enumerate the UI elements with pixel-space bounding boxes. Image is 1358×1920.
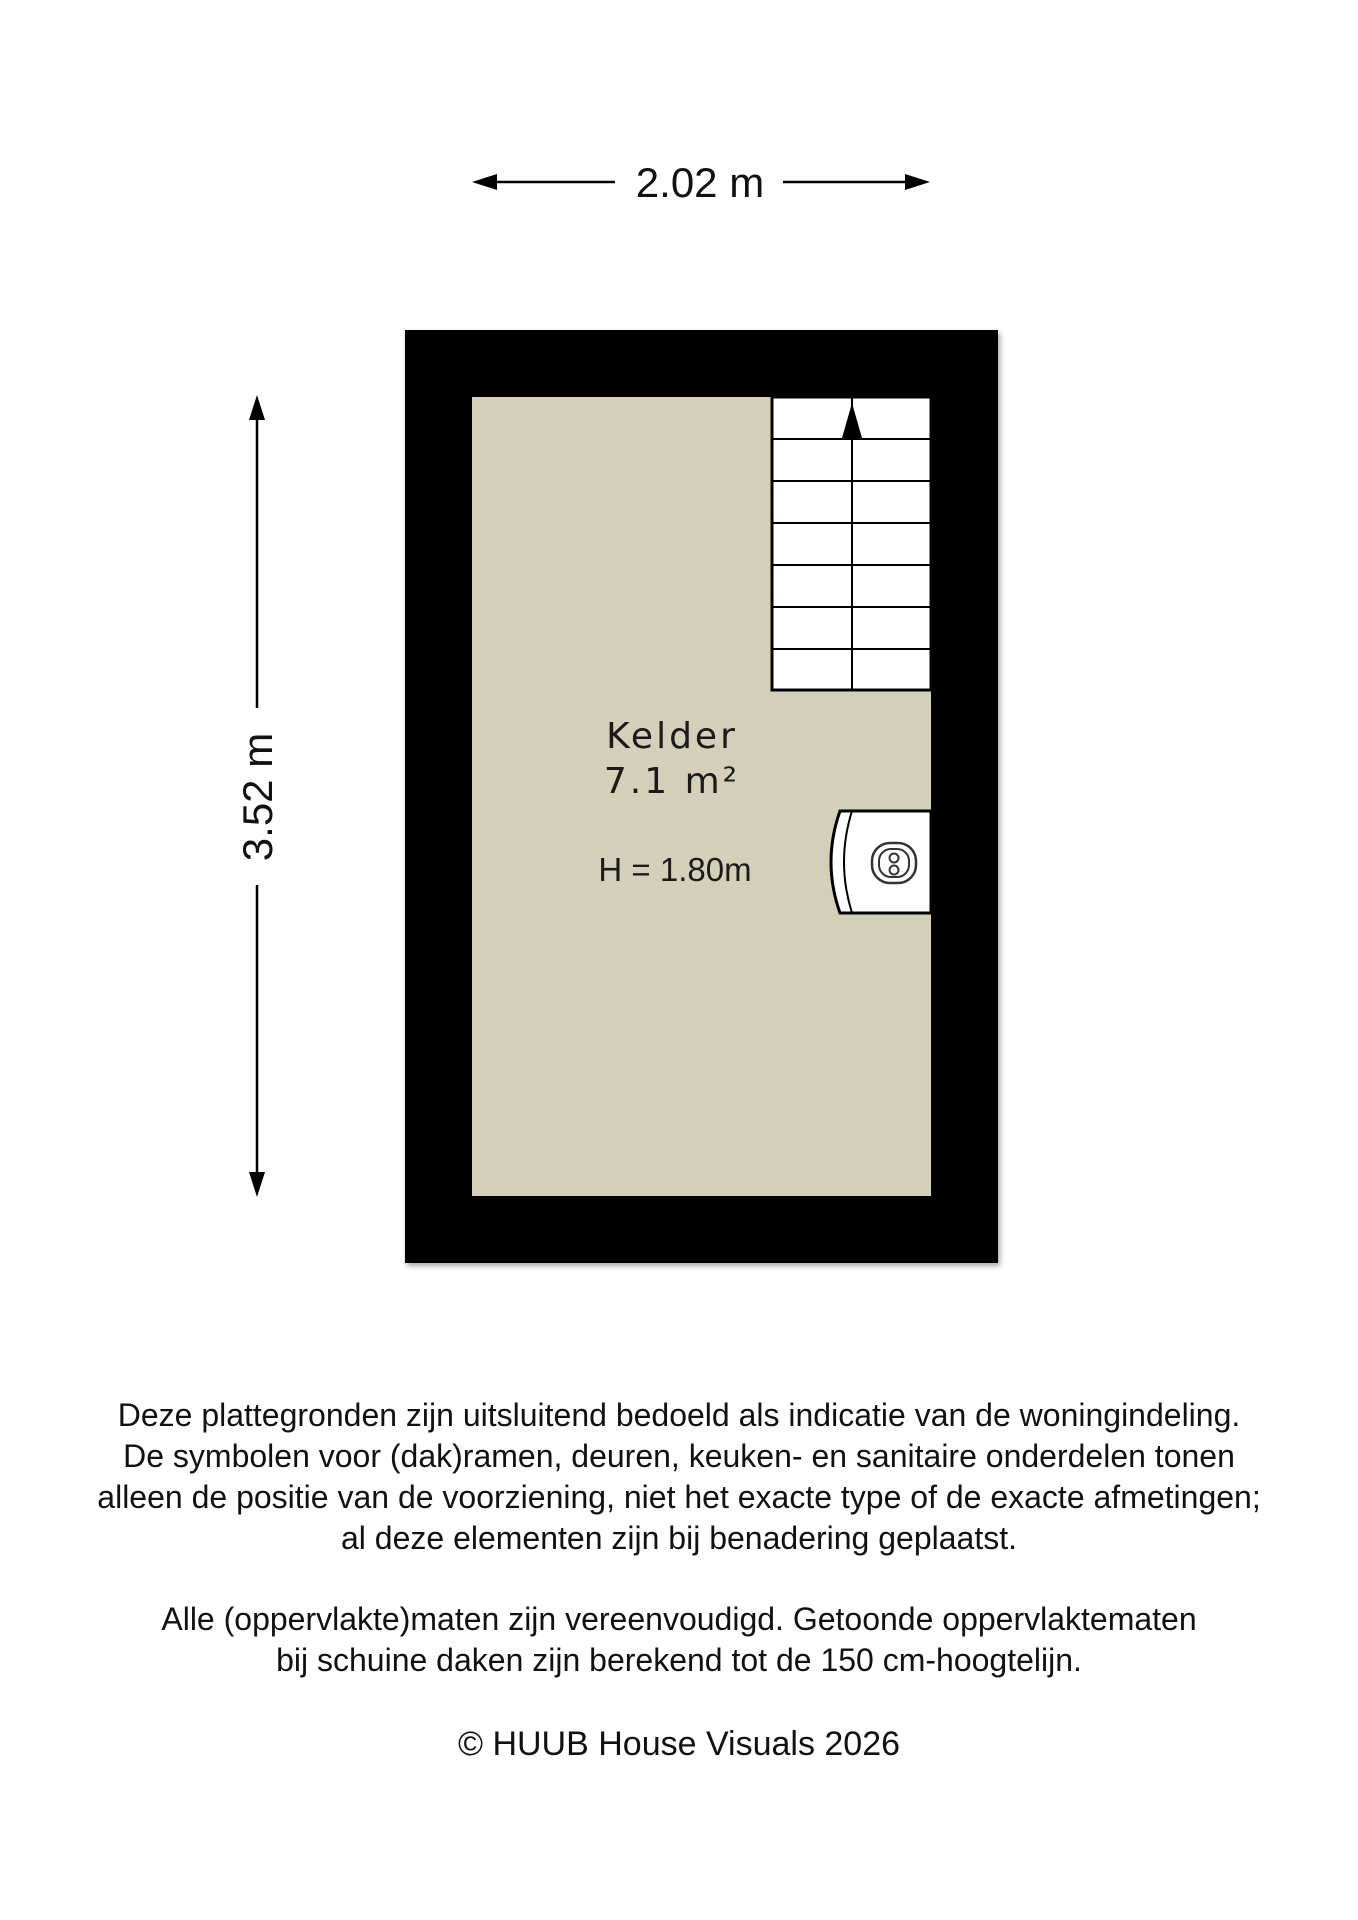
width-label: 2.02 m [635,159,765,206]
disclaimer-line: Alle (oppervlakte)maten zijn vereenvoudigd. Getoonde oppervlaktematen [161,1601,1197,1637]
room-area: 7.1 m² [603,761,741,802]
room-height: H = 1.80m [598,851,752,888]
disclaimer-line: De symbolen voor (dak)ramen, deuren, keuken- en sanitaire onderdelen tonen [123,1438,1235,1474]
room-name: Kelder [606,716,738,757]
disclaimer-line: bij schuine daken zijn berekend tot de 150 cm-hoogtelijn. [276,1642,1082,1678]
boiler-icon [831,811,931,913]
copyright: © HUUB House Visuals 2026 [457,1725,901,1763]
arrow-right-icon [905,174,930,190]
disclaimer-line: al deze elementen zijn bij benadering geplaatst. [340,1520,1017,1556]
arrow-left-icon [472,174,497,190]
height-label: 3.52 m [234,732,281,862]
width-dimension [472,159,930,206]
stairs [772,397,931,690]
arrow-down-icon [249,1172,265,1197]
height-dimension [234,395,281,1197]
arrow-up-icon [249,395,265,420]
disclaimer-line: alleen de positie van de voorziening, niet het exacte type of de exacte afmetingen; [97,1479,1261,1515]
disclaimer [0,1395,1358,1681]
disclaimer-line: Deze plattegronden zijn uitsluitend bedoeld als indicatie van de woningindeling. [117,1397,1241,1433]
